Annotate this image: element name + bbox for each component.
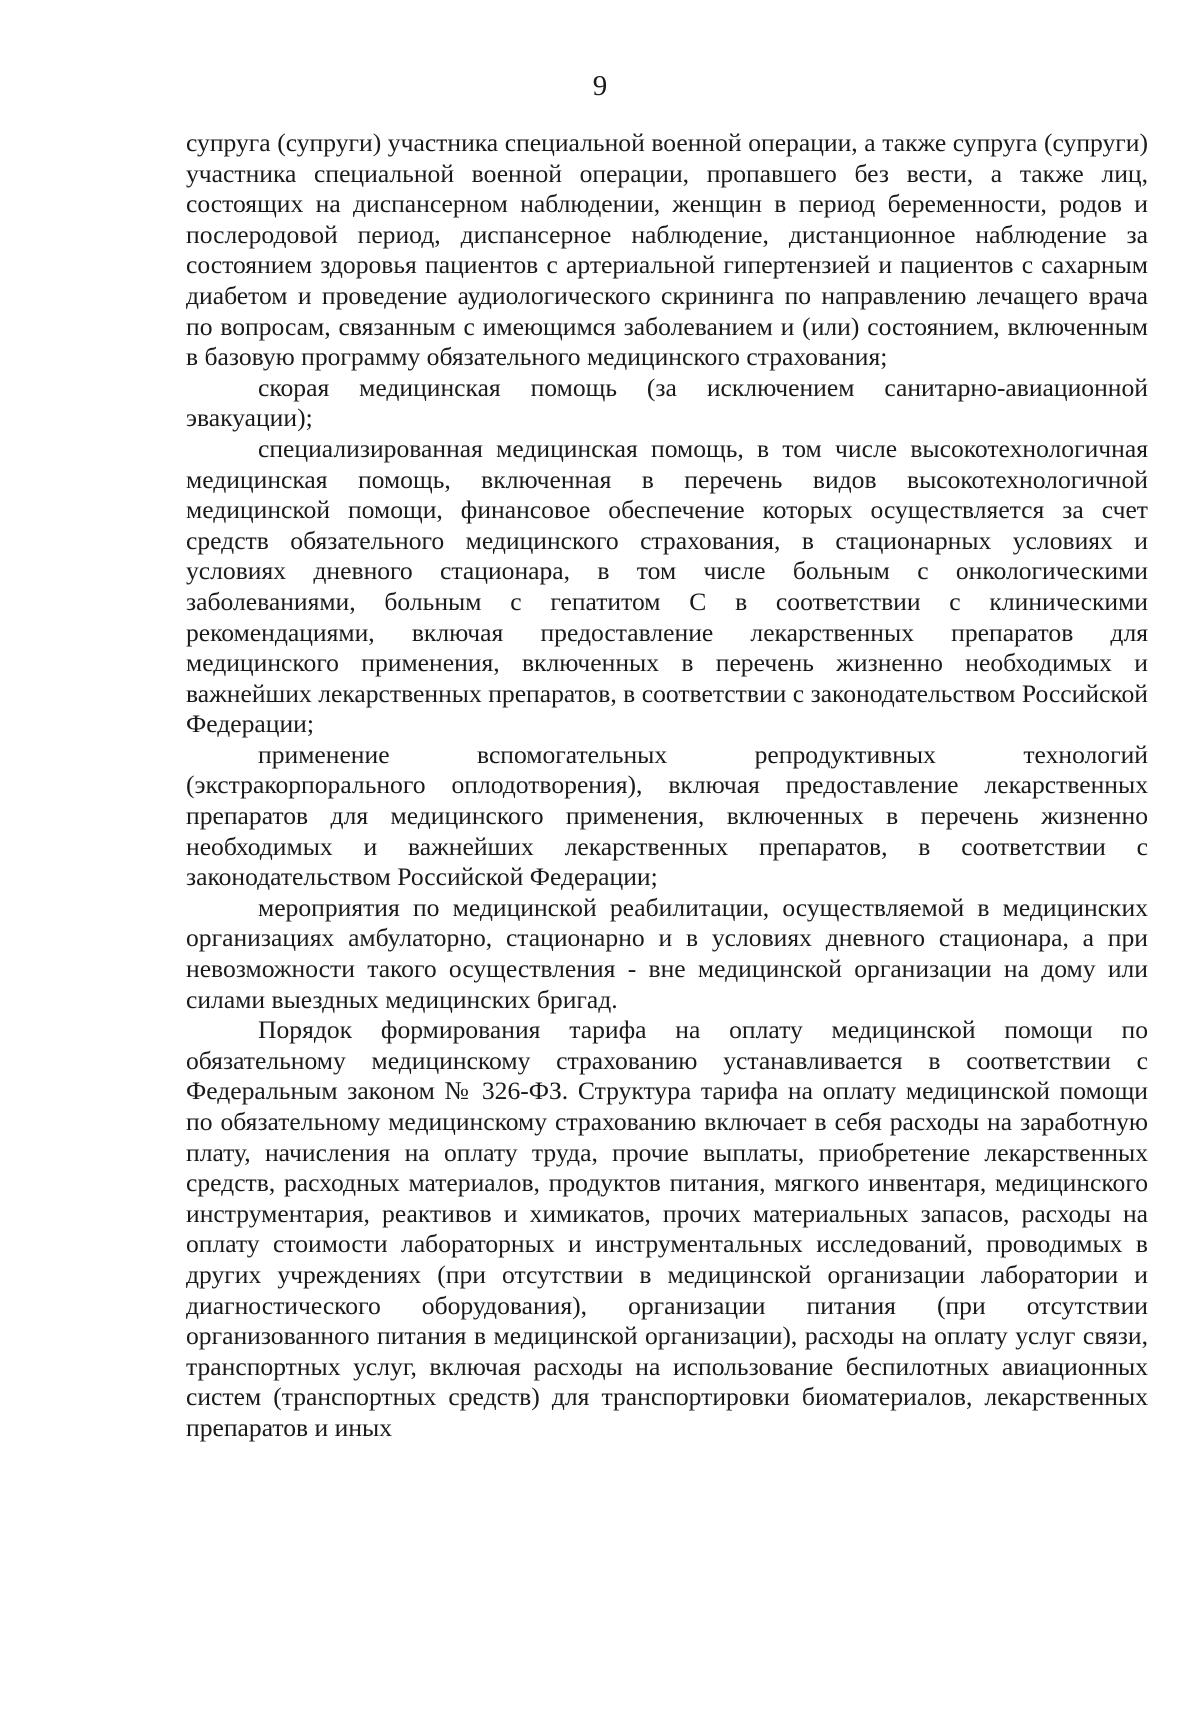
- paragraph-tariff-structure: Порядок формирования тарифа на оплату медицинской помощи по обязательному медицинскому страхованию устанавливается в соответствии с Федеральным законом № 326-ФЗ. Структура тарифа на оплату медицинской помощи по обязательному медицинскому страхованию включает в себя расходы на заработную плату, начисления на оплату труда, прочие выплаты, приобретение лекарственных средств, расходных материалов, продуктов питания, мягкого инвентаря, медицинского инструментария, реактивов и химикатов, прочих материальных запасов, расходы на оплату стоимости лабораторных и инструментальных исследований, проводимых в других учреждениях (при отсутствии в медицинской организации лаборатории и диагностического оборудования), организации питания (при отсутствии организованного питания в медицинской организации), расходы на оплату услуг связи, транспортных услуг, включая расходы на использование беспилотных авиационных систем (транспортных средств) для транспортировки биоматериалов, лекарственных препаратов и иных: [186, 1015, 1148, 1442]
- paragraph-continuation: супруга (супруги) участника специальной военной операции, а также супруга (супруги) участника специальной военной операции, пропавшего без вести, а также лиц, состоящих на диспансерном наблюдении, женщин в период беременности, родов и послеродовой период, диспансерное наблюдение, дистанционное наблюдение за состоянием здоровья пациентов с артериальной гипертензией и пациентов с сахарным диабетом и проведение аудиологического скрининга по направлению лечащего врача по вопросам, связанным с имеющимся заболеванием и (или) состоянием, включенным в базовую программу обязательного медицинского страхования;: [186, 128, 1148, 372]
- document-body: [186, 128, 1148, 1444]
- paragraph-specialized-care: специализированная медицинская помощь, в том числе высокотехнологичная медицинская помощь, включенная в перечень видов высокотехнологичной медицинской помощи, финансовое обеспечение которых осуществляется за счет средств обязательного медицинского страхования, в стационарных условиях и условиях дневного стационара, в том числе больным с онкологическими заболеваниями, больным с гепатитом С в соответствии с клиническими рекомендациями, включая предоставление лекарственных препаратов для медицинского применения, включенных в перечень жизненно необходимых и важнейших лекарственных препаратов, в соответствии с законодательством Российской Федерации;: [186, 433, 1148, 739]
- page-number: 9: [592, 70, 608, 102]
- paragraph-rehabilitation: мероприятия по медицинской реабилитации, осуществляемой в медицинских организациях амбулаторно, стационарно и в условиях дневного стационара, а при невозможности такого осуществления - вне медицинской организации на дому или силами выездных медицинских бригад.: [186, 892, 1148, 1014]
- paragraph-reproductive-technologies: применение вспомогательных репродуктивных технологий (экстракорпорального оплодотворения), включая предоставление лекарственных препаратов для медицинского применения, включенных в перечень жизненно необходимых и важнейших лекарственных препаратов, в соответствии с законодательством Российской Федерации;: [186, 739, 1148, 892]
- paragraph-emergency-care: скорая медицинская помощь (за исключением санитарно-авиационной эвакуации);: [186, 372, 1148, 433]
